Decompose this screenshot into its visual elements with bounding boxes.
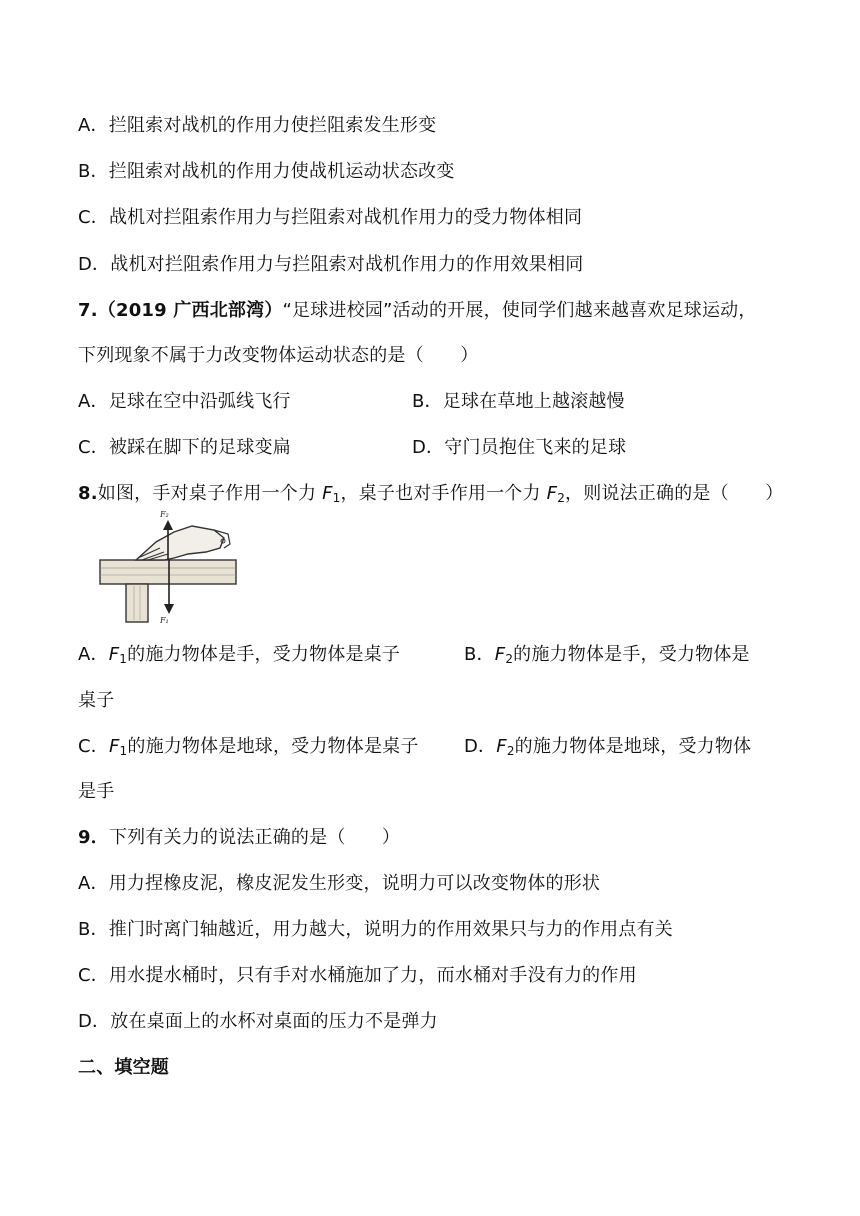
q7-options-row2 bbox=[78, 436, 798, 460]
question-stem: “足球进校园”活动的开展，使同学们越来越喜欢足球运动， bbox=[282, 300, 757, 321]
question-stem-part: ，则说法正确的是（ ） bbox=[565, 483, 784, 504]
option-text: 战机对拦阻索作用力与拦阻索对战机作用力的作用效果相同 bbox=[110, 254, 584, 275]
q7-option-d bbox=[412, 436, 626, 460]
option-letter: C． bbox=[78, 207, 109, 228]
force-symbol: F bbox=[494, 644, 506, 665]
q9-option-d bbox=[78, 1010, 438, 1034]
option-text: 拦阻索对战机的作用力使拦阻索发生形变 bbox=[108, 115, 437, 136]
option-letter: B． bbox=[464, 644, 495, 665]
option-letter: A． bbox=[78, 873, 109, 894]
question-stem-part: 如图，手对桌子作用一个力 bbox=[97, 483, 323, 504]
force-symbol: F bbox=[496, 736, 507, 757]
q8-option-d-cont bbox=[78, 780, 114, 804]
option-letter: D． bbox=[464, 736, 497, 757]
q7-option-a bbox=[78, 391, 291, 412]
option-text: 守门员抱住飞来的足球 bbox=[444, 437, 627, 458]
option-letter: A． bbox=[78, 115, 109, 136]
q8-option-c bbox=[78, 736, 419, 757]
option-text: 是手 bbox=[78, 781, 115, 802]
table-leg bbox=[126, 584, 148, 622]
force-symbol: F bbox=[108, 736, 120, 757]
question-stem-part: ，桌子也对手作用一个力 bbox=[340, 483, 547, 504]
option-text: 的施力物体是手，受力物体是桌子 bbox=[127, 644, 401, 665]
section-title: 二、填空题 bbox=[78, 1057, 169, 1078]
q8-option-a bbox=[78, 644, 400, 665]
q6-option-c bbox=[78, 206, 582, 230]
force-subscript: 1 bbox=[119, 744, 128, 758]
q9-option-c bbox=[78, 964, 637, 988]
question-source: （2019 广西北部湾） bbox=[97, 300, 283, 321]
option-text: 放在桌面上的水杯对桌面的压力不是弹力 bbox=[110, 1011, 438, 1032]
q9-stem bbox=[78, 826, 400, 850]
force-subscript: 2 bbox=[557, 491, 566, 505]
q8-stem bbox=[78, 482, 783, 506]
force-symbol: F bbox=[108, 644, 120, 665]
option-letter: C． bbox=[78, 736, 109, 757]
question-number: 9． bbox=[78, 827, 109, 848]
option-letter: B． bbox=[412, 391, 443, 412]
option-letter: A． bbox=[78, 391, 109, 412]
force-subscript: 1 bbox=[119, 652, 128, 666]
q7-option-b bbox=[412, 390, 625, 414]
force-subscript: 2 bbox=[505, 652, 514, 666]
question-stem: 下列有关力的说法正确的是（ ） bbox=[108, 827, 401, 848]
q6-option-a bbox=[78, 114, 436, 138]
q7-stem-line1 bbox=[78, 299, 757, 323]
force-symbol: F bbox=[546, 483, 558, 504]
question-stem: 下列现象不属于力改变物体运动状态的是（ ） bbox=[78, 345, 479, 366]
question-number: 8. bbox=[78, 483, 98, 504]
option-letter: D． bbox=[78, 254, 111, 275]
figure-label-top: F₂ bbox=[160, 510, 169, 519]
option-letter: A． bbox=[78, 644, 109, 665]
force-subscript: 1 bbox=[332, 491, 341, 505]
figure-label-bottom: F₁ bbox=[160, 616, 169, 624]
force-symbol: F bbox=[322, 483, 333, 504]
q8-option-d bbox=[464, 735, 751, 759]
hand bbox=[136, 526, 224, 560]
question-number: 7. bbox=[78, 300, 98, 321]
option-text: 用水提水桶时，只有手对水桶施加了力，而水桶对手没有力的作用 bbox=[108, 965, 637, 986]
option-text: 桌子 bbox=[78, 690, 115, 711]
table-top bbox=[100, 560, 236, 584]
option-text: 的施力物体是地球，受力物体是桌子 bbox=[127, 736, 419, 757]
option-text: 推门时离门轴越近，用力越大，说明力的作用效果只与力的作用点有关 bbox=[108, 919, 673, 940]
option-letter: C． bbox=[78, 965, 109, 986]
q9-option-b bbox=[78, 918, 673, 942]
q9-option-a bbox=[78, 872, 600, 896]
q7-stem-line2 bbox=[78, 344, 478, 368]
option-text: 战机对拦阻索作用力与拦阻索对战机作用力的受力物体相同 bbox=[108, 207, 583, 228]
option-text: 的施力物体是地球，受力物体 bbox=[514, 736, 752, 757]
option-letter: C． bbox=[78, 437, 109, 458]
option-text: 的施力物体是手，受力物体是 bbox=[513, 644, 750, 665]
option-text: 被踩在脚下的足球变扁 bbox=[108, 437, 291, 458]
q8-options-row1 bbox=[78, 643, 798, 667]
option-text: 足球在空中沿弧线飞行 bbox=[108, 391, 291, 412]
option-text: 用力捏橡皮泥，橡皮泥发生形变，说明力可以改变物体的形状 bbox=[108, 873, 601, 894]
q8-option-b-cont bbox=[78, 689, 114, 713]
option-letter: B． bbox=[78, 161, 109, 182]
option-text: 拦阻索对战机的作用力使战机运动状态改变 bbox=[108, 161, 455, 182]
q6-option-d bbox=[78, 253, 583, 277]
option-text: 足球在草地上越滚越慢 bbox=[442, 391, 625, 412]
hand-table-figure bbox=[96, 508, 242, 624]
q8-options-row2 bbox=[78, 735, 798, 759]
option-letter: D． bbox=[78, 1011, 111, 1032]
q7-option-c bbox=[78, 437, 291, 458]
option-letter: D． bbox=[412, 437, 445, 458]
q8-option-b bbox=[464, 643, 750, 667]
q7-options-row1 bbox=[78, 390, 798, 414]
force-subscript: 2 bbox=[506, 744, 515, 758]
option-letter: B． bbox=[78, 919, 109, 940]
q6-option-b bbox=[78, 160, 455, 184]
